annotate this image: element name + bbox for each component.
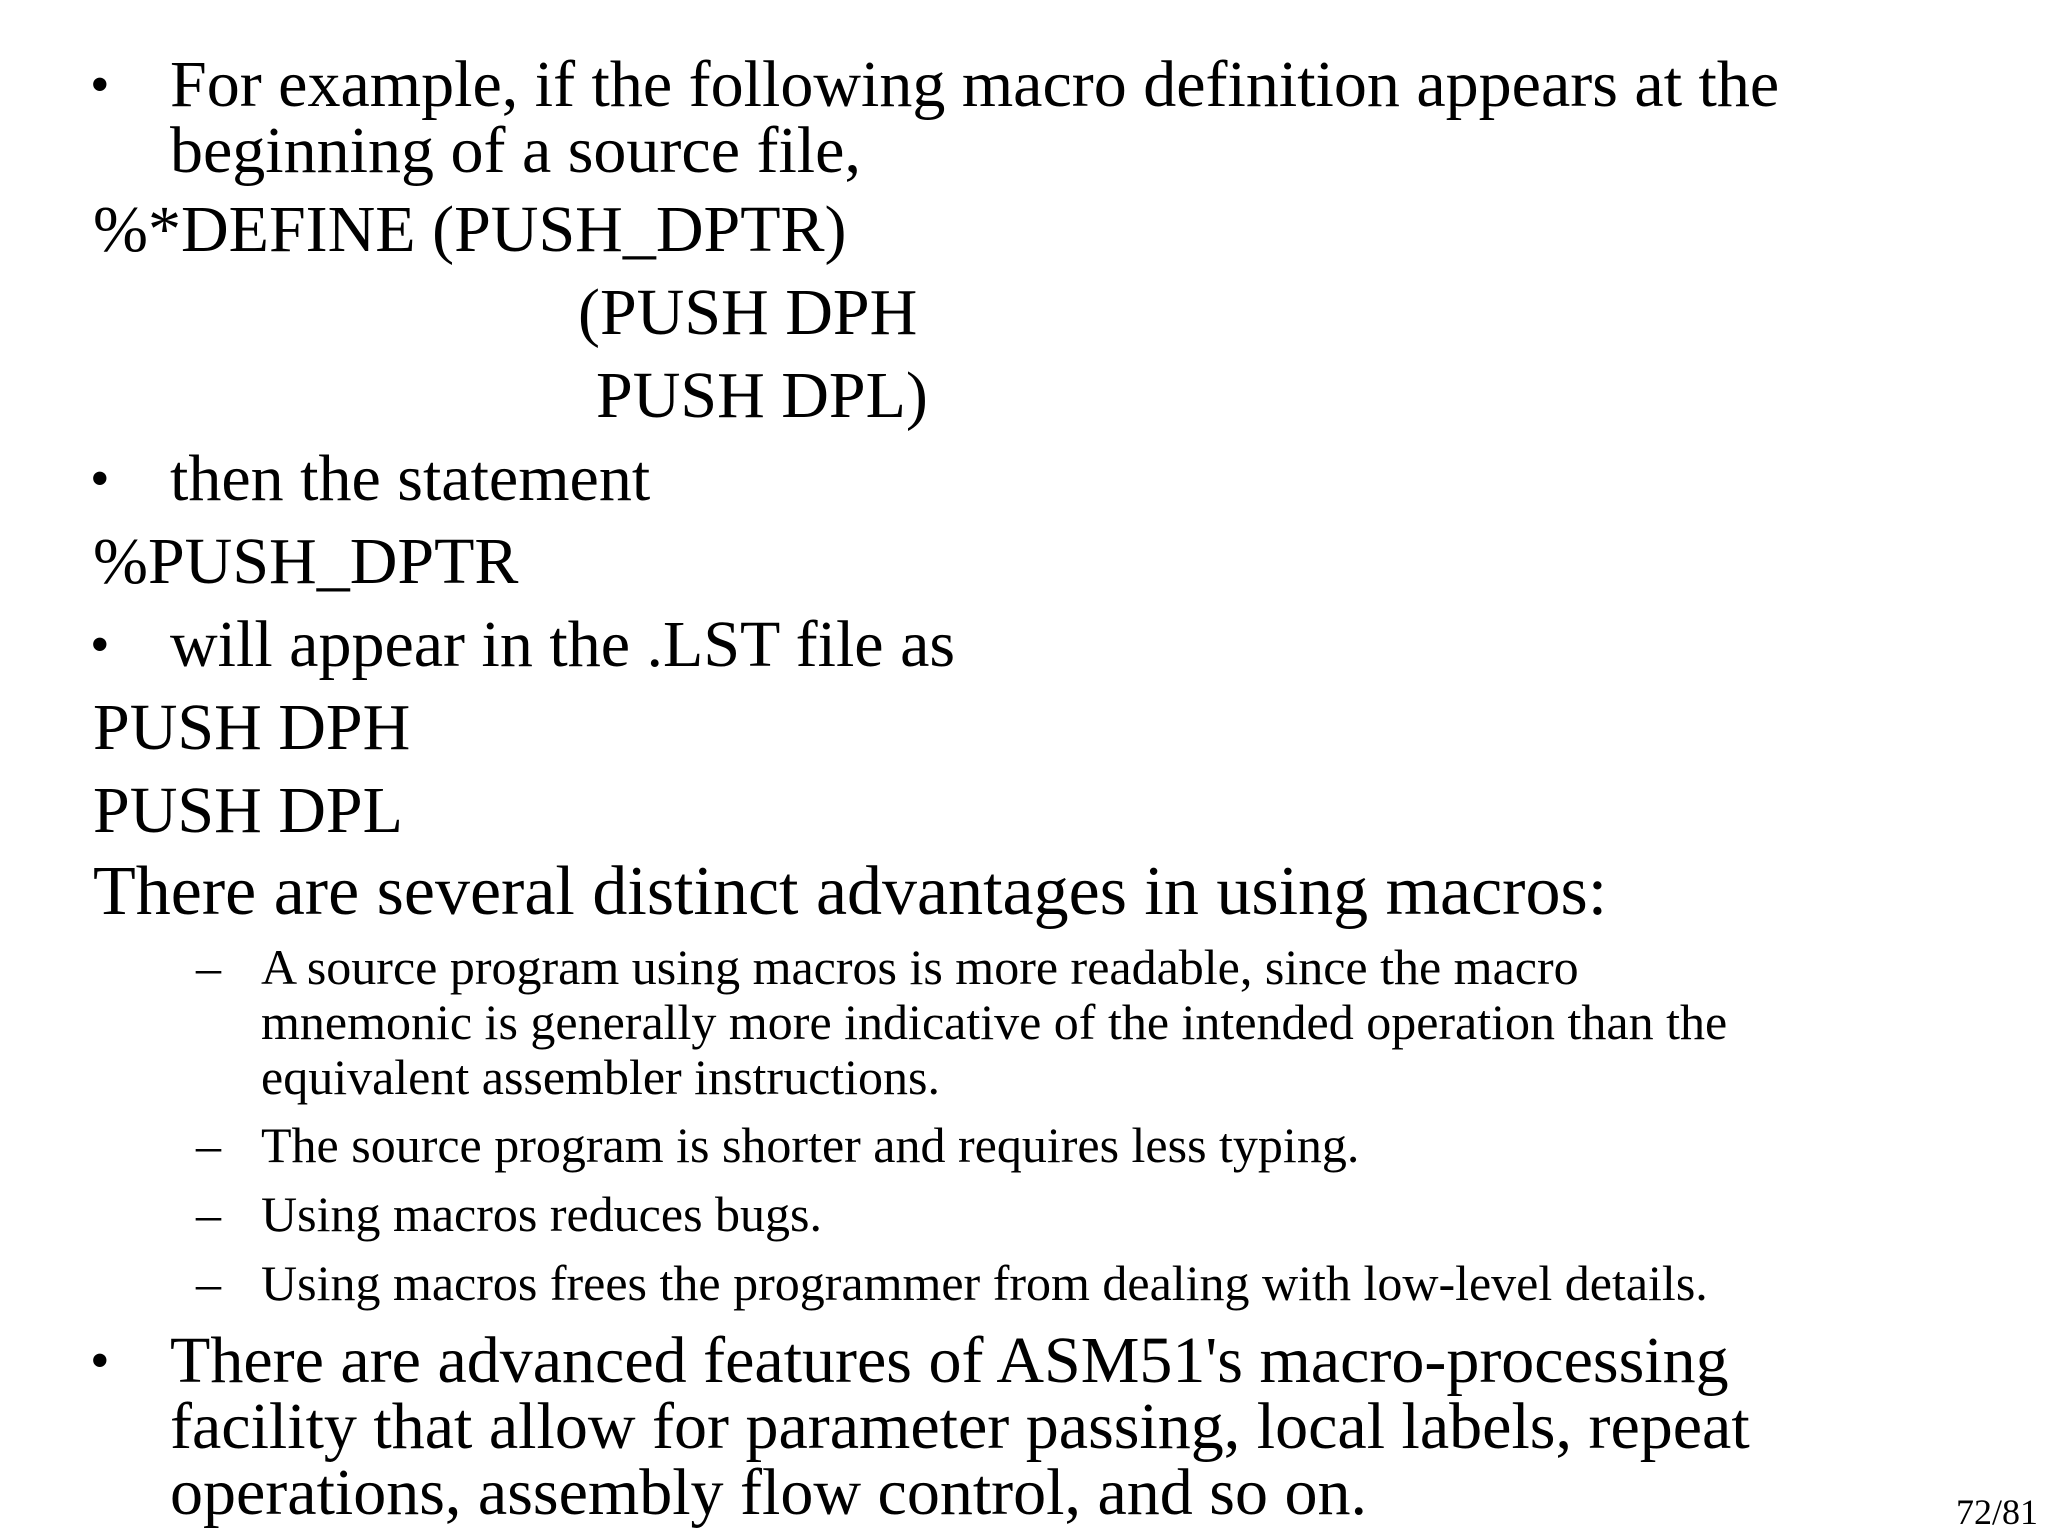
advantage-3-text: Using macros reduces bugs.	[261, 1186, 822, 1242]
listing-line-2: PUSH DPL	[93, 774, 403, 847]
bullet-4-line-3: operations, assembly flow control, and so on.	[170, 1456, 1367, 1529]
bullet-4-line-2: facility that allow for parameter passing, local labels, repeat	[170, 1390, 1750, 1463]
advantage-2-text: The source program is shorter and requires less typing.	[261, 1117, 1360, 1173]
macro-body-line-2: PUSH DPL)	[596, 359, 928, 432]
macro-body-line-1: (PUSH DPH	[578, 276, 918, 349]
advantage-1-line-3: equivalent assembler instructions.	[261, 1049, 941, 1105]
advantage-1-line-1: A source program using macros is more readable, since the macro	[261, 939, 1579, 995]
listing-line-1: PUSH DPH	[93, 691, 411, 764]
dash-marker: –	[196, 1117, 221, 1173]
page-number: 72/81	[1955, 1492, 2038, 1532]
dash-marker: –	[196, 1186, 221, 1242]
bullet-4-line-1: There are advanced features of ASM51's macro-processing	[170, 1324, 1729, 1397]
bullet-marker: •	[90, 448, 110, 510]
bullet-3-text: will appear in the .LST file as	[170, 608, 956, 681]
macro-call-line: %PUSH_DPTR	[93, 525, 519, 598]
advantages-heading: There are several distinct advantages in using macros:	[93, 853, 1608, 930]
bullet-marker: •	[90, 1330, 110, 1392]
bullet-marker: •	[90, 614, 110, 676]
dash-marker: –	[196, 939, 221, 995]
advantage-4-text: Using macros frees the programmer from dealing with low-level details.	[261, 1255, 1708, 1311]
bullet-1-line-2: beginning of a source file,	[170, 114, 861, 187]
bullet-marker: •	[90, 54, 110, 116]
bullet-2-text: then the statement	[170, 442, 651, 515]
dash-marker: –	[196, 1255, 221, 1311]
advantage-1-line-2: mnemonic is generally more indicative of the intended operation than the	[261, 994, 1728, 1050]
macro-define-line: %*DEFINE (PUSH_DPTR)	[93, 193, 847, 266]
bullet-1-line-1: For example, if the following macro definition appears at the	[170, 48, 1780, 121]
